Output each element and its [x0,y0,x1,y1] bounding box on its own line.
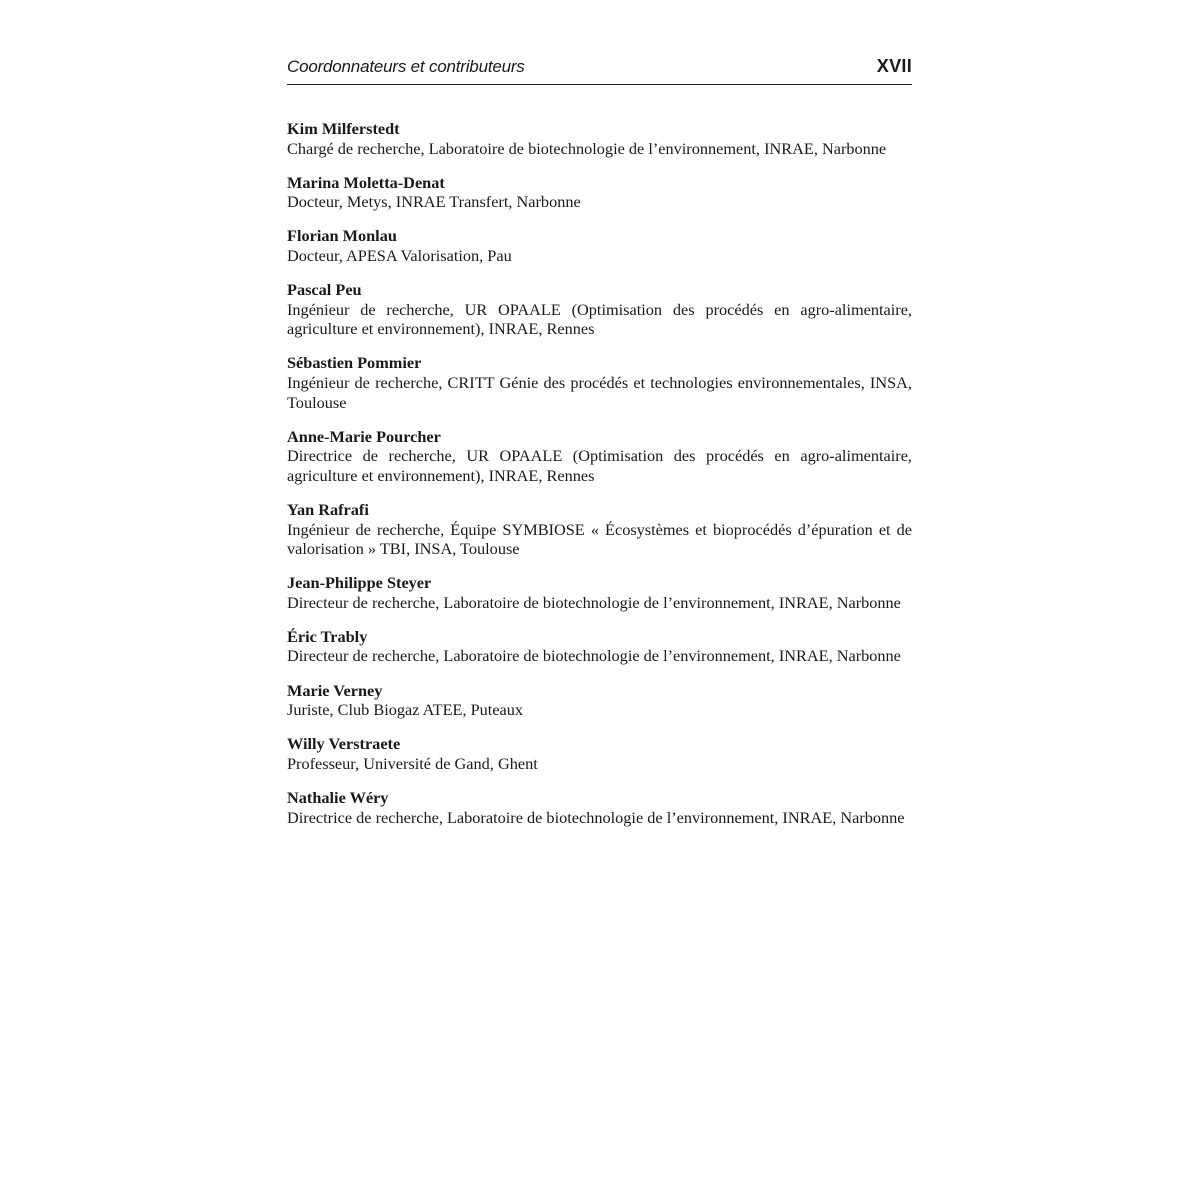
contributor-affiliation: Directeur de recherche, Laboratoire de biotechnologie de l’environnement, INRAE, Narbonne [287,646,901,666]
running-title: Coordonnateurs et contributeurs [287,57,525,76]
contributor-entry [287,119,912,158]
contributor-entry [287,627,912,666]
contributor-affiliation: Chargé de recherche, Laboratoire de biotechnologie de l’environnement, INRAE, Narbonne [287,138,887,158]
contributor-name: Anne-Marie Pourcher [287,426,441,446]
contributor-entry [287,226,912,265]
contributor-name: Willy Verstraete [287,734,401,754]
contributor-name: Nathalie Wéry [287,787,389,807]
contributor-name: Jean-Philippe Steyer [287,573,432,593]
contributor-affiliation: Docteur, Metys, INRAE Transfert, Narbonne [287,192,581,212]
contributor-name: Marie Verney [287,680,383,700]
contributor-affiliation: Docteur, APESA Valorisation, Pau [287,245,512,265]
book-page [287,56,912,842]
contributor-name: Marina Moletta-Denat [287,172,445,192]
contributor-entry [287,173,912,212]
contributor-name: Kim Milferstedt [287,119,400,138]
contributor-entry [287,734,912,773]
contributor-list [287,119,912,827]
contributor-entry [287,573,912,612]
contributor-entry [287,788,912,827]
contributor-affiliation: Professeur, Université de Gand, Ghent [287,753,538,773]
contributor-affiliation: Directeur de recherche, Laboratoire de biotechnologie de l’environnement, INRAE, Narbonne [287,592,901,612]
contributor-affiliation: Directrice de recherche, UR OPAALE (Optimisation des procédés en agro-alimentaire, agriculture et environnement), INRAE, Rennes [287,446,912,485]
contributor-name: Pascal Peu [287,280,362,300]
contributor-name: Florian Monlau [287,226,397,246]
contributor-affiliation: Juriste, Club Biogaz ATEE, Puteaux [287,700,524,720]
contributor-name: Éric Trably [287,626,368,646]
contributor-affiliation: Ingénieur de recherche, UR OPAALE (Optimisation des procédés en agro-alimentaire, agriculture et environnement), INRAE, Rennes [287,299,912,339]
contributor-entry [287,500,912,559]
contributor-affiliation: Ingénieur de recherche, Équipe SYMBIOSE « Écosystèmes et bioprocédés d’épuration et de valorisation » TBI, INSA, Toulouse [287,519,912,559]
contributor-affiliation: Ingénieur de recherche, CRITT Génie des procédés et technologies environnementales, INSA, Toulouse [287,372,912,412]
contributor-name: Yan Rafrafi [287,499,369,519]
contributor-entry [287,280,912,339]
running-header [287,56,912,85]
page-number: XVII [876,56,912,76]
contributor-entry [287,427,912,486]
contributor-entry [287,353,912,412]
contributor-affiliation: Directrice de recherche, Laboratoire de biotechnologie de l’environnement, INRAE, Narbonne [287,807,905,827]
contributor-entry [287,681,912,720]
contributor-name: Sébastien Pommier [287,353,422,373]
